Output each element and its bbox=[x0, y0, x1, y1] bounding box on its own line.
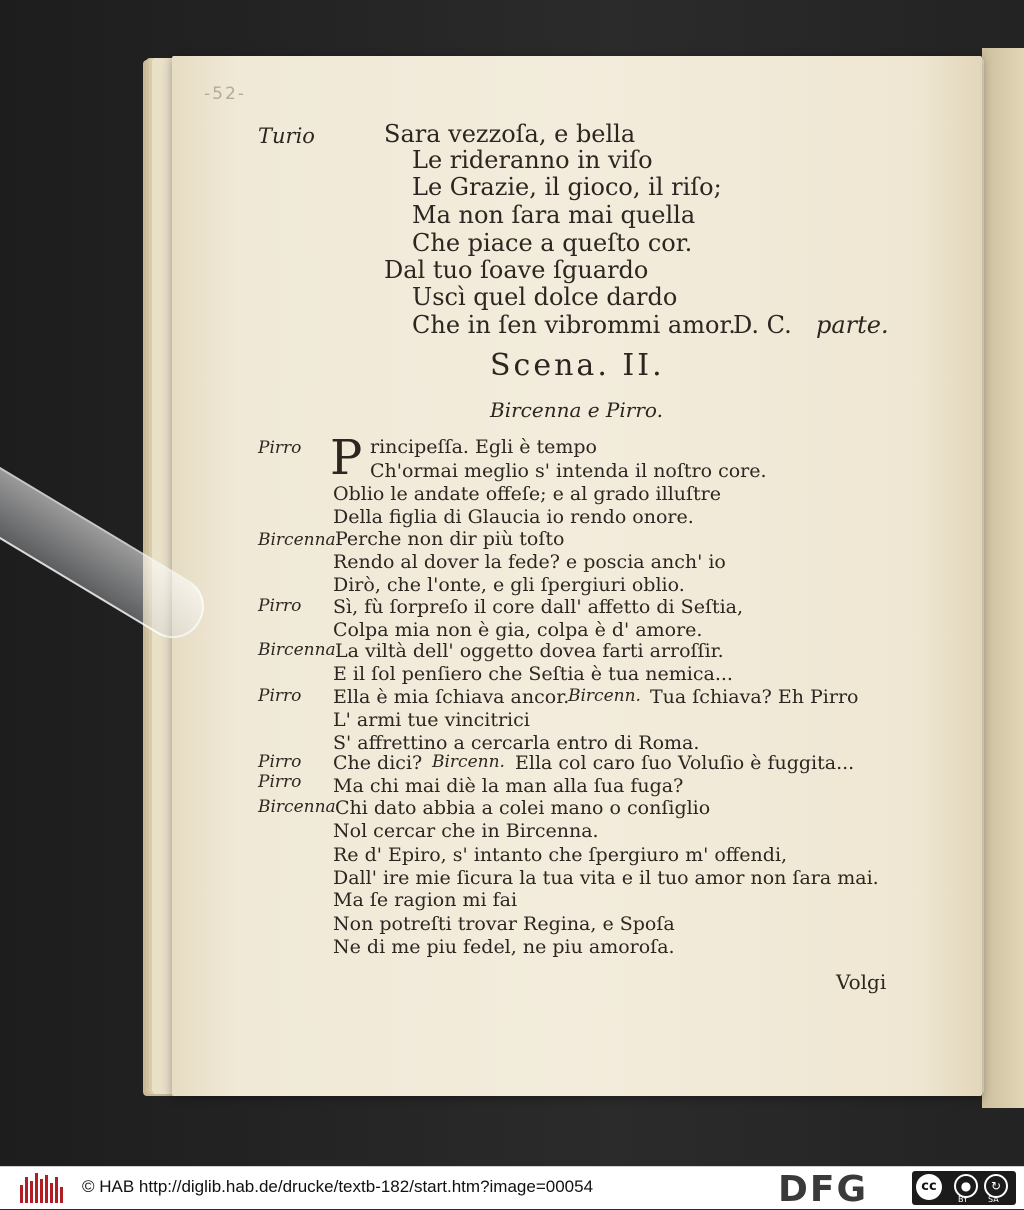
hab-logo-icon bbox=[20, 1173, 68, 1203]
dialogue-line: Ch'ormai meglio s' intenda il noſtro core. bbox=[370, 460, 767, 482]
aria-line: Le rideranno in viſo bbox=[412, 146, 653, 174]
speaker-label: Pirro bbox=[258, 772, 302, 792]
exit-direction: parte. bbox=[816, 311, 889, 339]
speaker-label: Pirro bbox=[258, 686, 302, 706]
dialogue-line: L' armi tue vincitrici bbox=[333, 709, 530, 731]
dialogue-line: Ne di me piu fedel, ne piu amoroſa. bbox=[333, 936, 675, 958]
aria-line: Sara vezzoſa, e bella bbox=[384, 120, 636, 148]
dialogue-line: Ella col caro ſuo Voluſio è fuggita... bbox=[515, 752, 855, 774]
aria-line: Che piace a queſto cor. bbox=[412, 229, 693, 257]
sa-label: SA bbox=[988, 1195, 999, 1204]
inline-speaker: Bircenn. bbox=[568, 686, 641, 706]
cc-icon: cc bbox=[916, 1174, 942, 1200]
dialogue-line: Della figlia di Glaucia io rendo onore. bbox=[333, 506, 694, 528]
aria-line: Che in ſen vibrommi amor. bbox=[412, 311, 736, 339]
dialogue-line: Ma ſe ragion mi fai bbox=[333, 889, 518, 911]
dialogue-line: Nol cercar che in Bircenna. bbox=[333, 820, 599, 842]
drop-cap: P bbox=[330, 430, 363, 486]
aria-line: Dal tuo ſoave ſguardo bbox=[384, 256, 649, 284]
sa-icon: ↻ bbox=[984, 1174, 1008, 1198]
dialogue-line: Tua ſchiava? Eh Pirro bbox=[650, 686, 859, 708]
dialogue-line: S' affrettino a cercarla entro di Roma. bbox=[333, 732, 700, 754]
speaker-label: Pirro bbox=[258, 596, 302, 616]
dialogue-line: E il ſol penſiero che Seſtia è tua nemica... bbox=[333, 663, 733, 685]
speaker-label: Pirro bbox=[258, 752, 302, 772]
dialogue-line: Perche non dir più toſto bbox=[335, 528, 565, 550]
dialogue-line: Ella è mia ſchiava ancor. bbox=[333, 686, 570, 708]
aria-line: Uscì quel dolce dardo bbox=[412, 283, 678, 311]
catchword: Volgi bbox=[836, 970, 887, 994]
speaker-label: Bircenna bbox=[258, 797, 336, 817]
scene-subtitle: Bircenna e Pirro. bbox=[490, 398, 663, 422]
speaker-turio: Turio bbox=[258, 124, 315, 148]
by-label: BY bbox=[958, 1195, 968, 1204]
handwritten-page-number: -52- bbox=[204, 84, 246, 104]
dialogue-line: Colpa mia non è gia, colpa è d' amore. bbox=[333, 619, 703, 641]
dialogue-line: Oblio le andate offeſe; e al grado illuſtre bbox=[333, 483, 722, 505]
facing-page-edge bbox=[982, 48, 1024, 1108]
speaker-label: Bircenna bbox=[258, 640, 336, 660]
by-icon: ● bbox=[954, 1174, 978, 1198]
footer-bar bbox=[0, 1166, 1024, 1209]
speaker-label: Bircenna bbox=[258, 530, 336, 550]
inline-speaker: Bircenn. bbox=[432, 752, 505, 772]
dialogue-line: Che dici? bbox=[333, 752, 423, 774]
dialogue-line: Chi dato abbia a colei mano o conſiglio bbox=[335, 797, 711, 819]
dfg-logo: DFG bbox=[778, 1169, 869, 1210]
footer-credit-link[interactable]: © HAB http://diglib.hab.de/drucke/textb-182/start.htm?image=00054 bbox=[82, 1177, 594, 1196]
speaker-label: Pirro bbox=[258, 438, 302, 458]
cc-license-badge[interactable] bbox=[912, 1171, 1016, 1205]
scene-title: Scena. II. bbox=[490, 348, 665, 383]
aria-line: Ma non ſara mai quella bbox=[412, 201, 696, 229]
dialogue-line: Dirò, che l'onte, e gli ſpergiuri oblio. bbox=[333, 574, 685, 596]
dialogue-line: Dall' ire mie ſicura la tua vita e il tuo amor non ſara mai. bbox=[333, 867, 879, 889]
dialogue-line: Rendo al dover la fede? e poscia anch' io bbox=[333, 551, 726, 573]
dialogue-line: Re d' Epiro, s' intanto che ſpergiuro m' offendi, bbox=[333, 844, 788, 866]
dialogue-line: Sì, fù ſorpreſo il core dall' affetto di Seſtia, bbox=[333, 596, 744, 618]
dialogue-line: Non potreſti trovar Regina, e Spoſa bbox=[333, 913, 675, 935]
dialogue-line: La viltà dell' oggetto dovea farti arroſſir. bbox=[335, 640, 724, 662]
da-capo-mark: D. C. bbox=[733, 311, 792, 339]
dialogue-line: rincipeſſa. Egli è tempo bbox=[370, 436, 597, 458]
dialogue-line: Ma chi mai diè la man alla ſua fuga? bbox=[333, 775, 684, 797]
aria-line: Le Grazie, il gioco, il riſo; bbox=[412, 173, 722, 201]
